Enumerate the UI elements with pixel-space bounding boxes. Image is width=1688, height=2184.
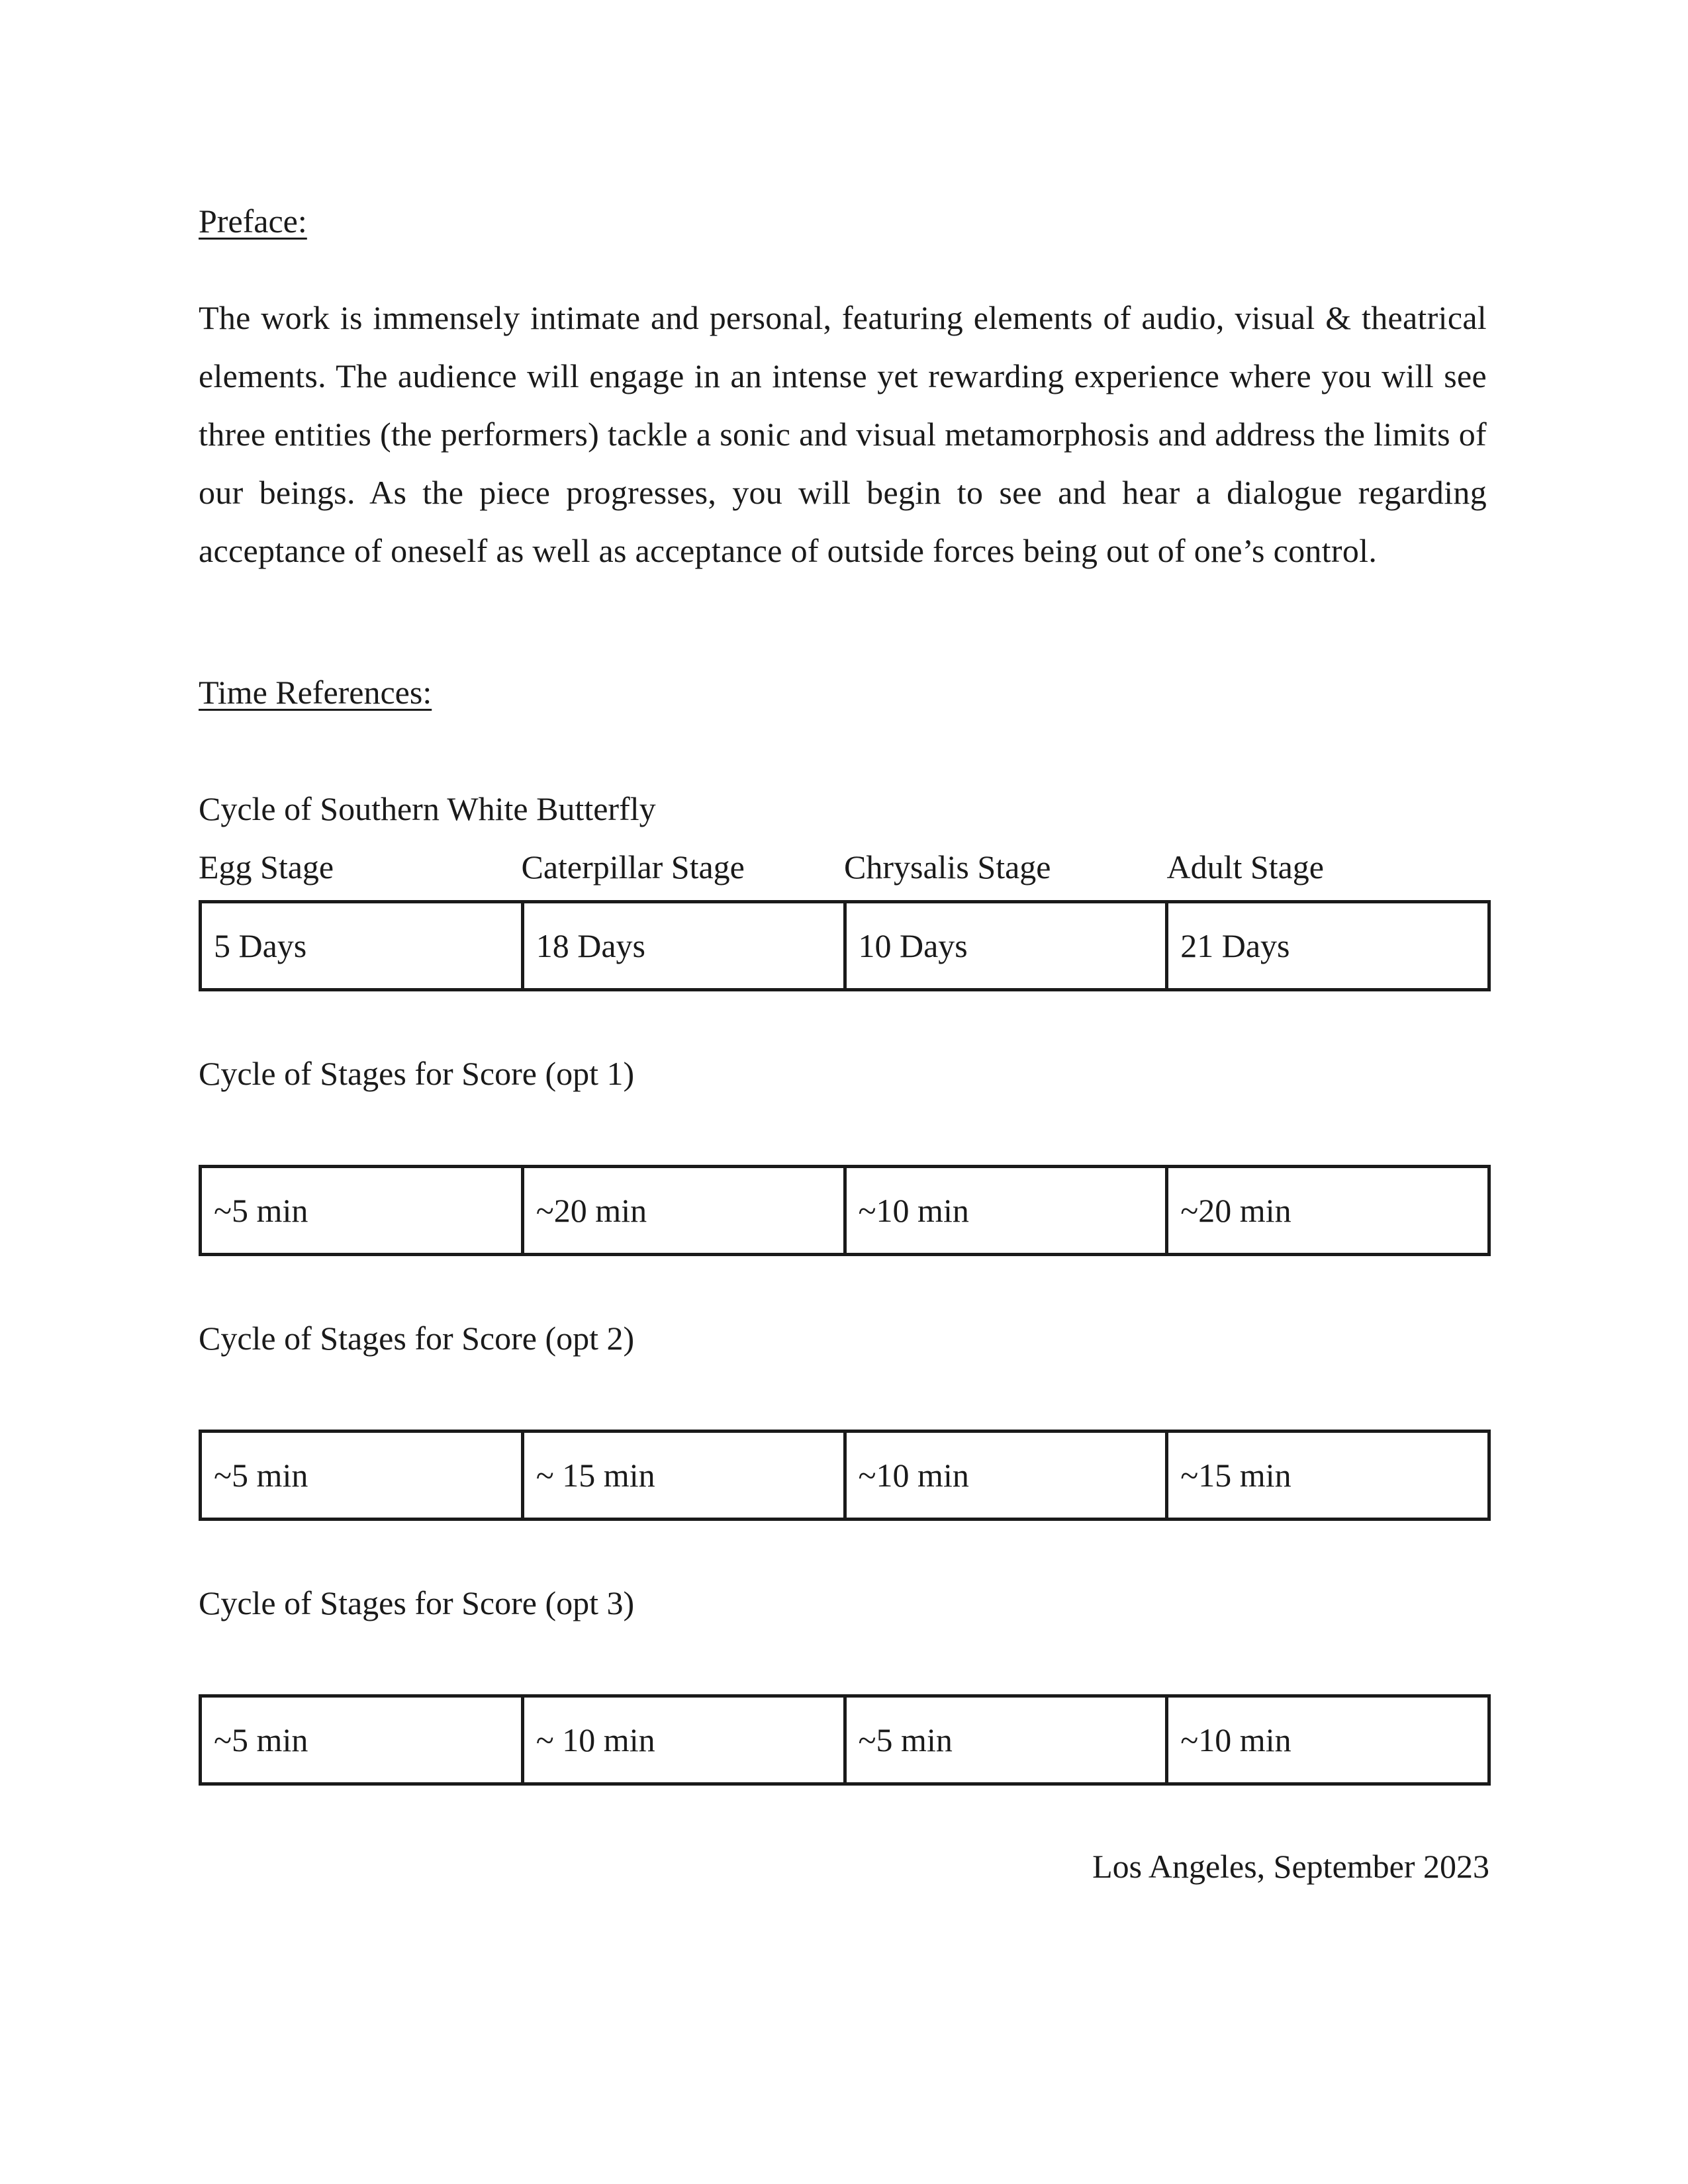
table-cell: ~ 10 min	[522, 1696, 845, 1784]
score-opt1-caption: Cycle of Stages for Score (opt 1)	[199, 1055, 635, 1092]
score-opt2-table	[199, 1430, 1491, 1521]
table-cell: ~5 min	[845, 1696, 1167, 1784]
table-cell: 21 Days	[1167, 902, 1489, 990]
table-cell: ~20 min	[522, 1167, 845, 1255]
table-cell: ~10 min	[845, 1432, 1167, 1520]
stage-label-chrysalis: Chrysalis Stage	[844, 848, 1051, 886]
table-cell: ~15 min	[1167, 1432, 1489, 1520]
table-row	[201, 1432, 1489, 1520]
table-row	[201, 1167, 1489, 1255]
table-row	[201, 1696, 1489, 1784]
stage-header-row	[199, 847, 1489, 887]
table-cell: ~5 min	[201, 1167, 523, 1255]
table-cell: ~ 15 min	[522, 1432, 845, 1520]
table-cell: 18 Days	[522, 902, 845, 990]
location-date-signoff: Los Angeles, September 2023	[1092, 1848, 1489, 1885]
table-cell: ~5 min	[201, 1696, 523, 1784]
table-cell: ~20 min	[1167, 1167, 1489, 1255]
stage-label-adult: Adult Stage	[1166, 848, 1324, 886]
score-opt2-caption: Cycle of Stages for Score (opt 2)	[199, 1320, 635, 1357]
score-opt3-table	[199, 1694, 1491, 1786]
stage-label-egg: Egg Stage	[199, 848, 334, 886]
score-opt3-caption: Cycle of Stages for Score (opt 3)	[199, 1584, 635, 1621]
table-row	[201, 902, 1489, 990]
butterfly-cycle-table	[199, 900, 1491, 991]
table-cell: ~10 min	[1167, 1696, 1489, 1784]
preface-heading: Preface:	[199, 203, 307, 240]
time-references-heading: Time References:	[199, 674, 432, 711]
table-cell: ~10 min	[845, 1167, 1167, 1255]
butterfly-cycle-caption: Cycle of Southern White Butterfly	[199, 790, 656, 827]
score-opt1-table	[199, 1165, 1491, 1256]
table-cell: 10 Days	[845, 902, 1167, 990]
table-cell: 5 Days	[201, 902, 523, 990]
stage-label-caterpillar: Caterpillar Stage	[521, 848, 745, 886]
table-cell: ~5 min	[201, 1432, 523, 1520]
preface-paragraph: The work is immensely intimate and personal, featuring elements of audio, visual & theatrical elements. The audience will engage in an intense yet rewarding experience where you will see three entities (the performers) tackle a sonic and visual metamorphosis and address the limits of our beings. As the piece progresses, you will begin to see and hear a dialogue regarding acceptance of oneself as well as acceptance of outside forces being out of one’s control.	[199, 299, 1487, 569]
